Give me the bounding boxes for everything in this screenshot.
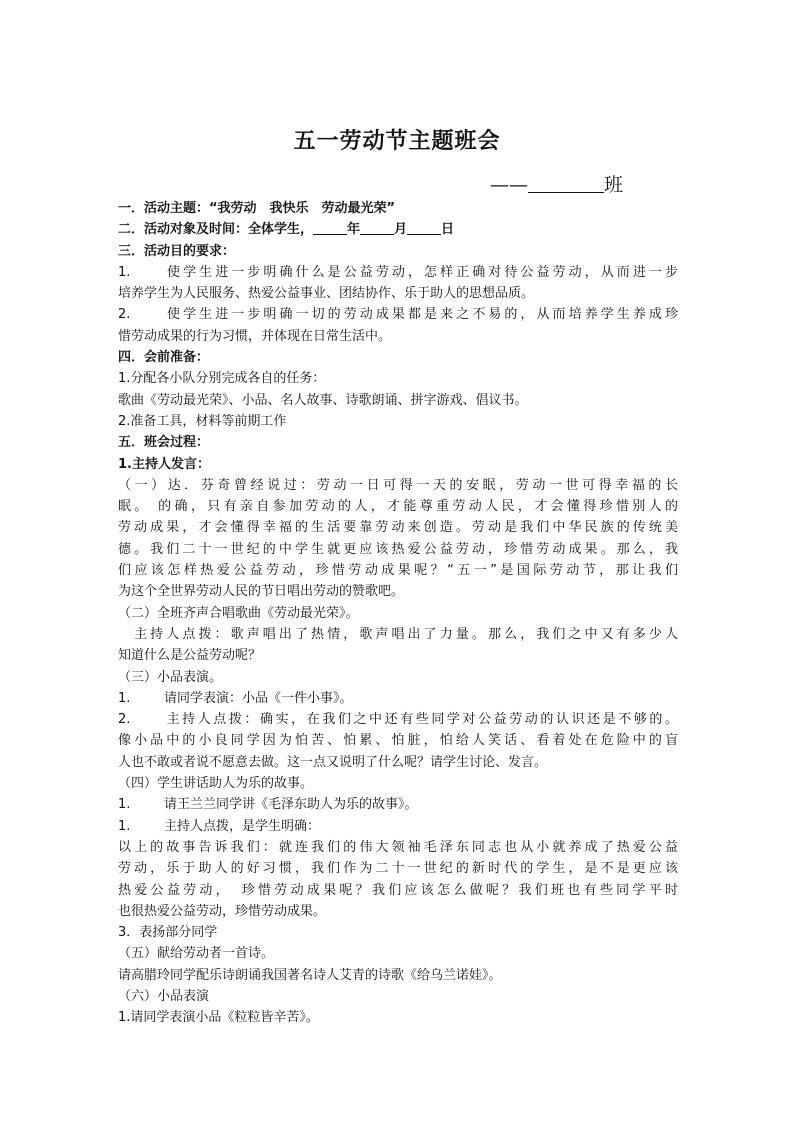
audience-text: 二．活动对象及时间：全体学生， — [118, 222, 314, 238]
speech-line-5: 们应该怎样热爱公益劳动，珍惜劳动成果呢？“五一”是国际劳动节，那让我们 — [118, 563, 678, 579]
section-audience — [118, 219, 678, 240]
prep-2: 2.准备工具，材料等前期工作 — [118, 413, 287, 429]
goal-2-line-2: 惜劳动成果的行为习惯，并体现在日常生活中。 — [118, 328, 392, 344]
goal-2-text: 使学生进一步明确一切的劳动成果都是来之不易的，从而培养学生养成珍 — [164, 307, 678, 323]
skit-item-1 — [118, 688, 678, 709]
story-item-2 — [118, 816, 678, 837]
poem-heading: （五）献给劳动者一首诗。 — [118, 946, 275, 962]
host-comment-1-line-2: 知道什么是公益劳动呢？ — [118, 648, 262, 664]
skit-item-2-line-2: 像小品中的小良同学因为怕苦、怕累、怕脏，怕给人笑话、看着处在危险中的盲 — [118, 733, 678, 749]
year-blank — [313, 220, 347, 235]
section-goals: 三．活动目的要求： — [118, 243, 236, 259]
story-item-1-number: 1. — [118, 797, 131, 813]
class-line — [490, 170, 623, 197]
year-label: 年 — [347, 222, 361, 238]
skit-item-2-line-1 — [118, 709, 678, 730]
praise-heading: 3．表扬部分同学 — [118, 925, 218, 941]
goal-1-line-1 — [118, 262, 678, 283]
skit-item-2-line-3: 人也不敢或者说不愿意去做。这一点又说明了什么呢？请学生讨论、发言。 — [118, 754, 548, 770]
story-item-2-text: 主持人点拨，是学生明确： — [164, 818, 321, 834]
month-blank — [360, 220, 394, 235]
document-body — [118, 198, 678, 1029]
skit2-heading: （六）小品表演 — [118, 988, 210, 1004]
skit-item-1-number: 1. — [118, 690, 131, 706]
story-item-1 — [118, 794, 678, 815]
skit2-item-1: 1.请同学表演小品《粒粒皆辛苦》。 — [118, 1010, 319, 1026]
poem-item: 请高腊玲同学配乐诗朗诵我国著名诗人艾青的诗歌《给乌兰诺娃》。 — [118, 967, 502, 983]
skit-item-2-text: 主持人点拨：确实，在我们之中还有些同学对公益劳动的认识还是不够的。 — [164, 712, 678, 728]
section-prep: 四．会前准备： — [118, 350, 210, 366]
speech-line-6: 为这个全世界劳动人民的节日唱出劳动的赞歌吧。 — [118, 584, 405, 600]
speech-line-1: （一）达．芬奇曾经说过：劳动一日可得一天的安眠，劳动一世可得幸福的长 — [118, 477, 678, 493]
sing-item: （二）全班齐声合唱歌曲《劳动最光荣》。 — [118, 605, 359, 621]
class-suffix: 班 — [604, 174, 624, 196]
skit-item-1-text: 请同学表演：小品《一件小事》。 — [164, 690, 353, 706]
goal-1-text: 使学生进一步明确什么是公益劳动，怎样正确对待公益劳动，从而进一步 — [164, 264, 678, 280]
goal-2-line-1 — [118, 304, 678, 325]
story-para-line-3: 热爱公益劳动， 珍惜劳动成果呢？我们应该怎么做呢？我们班也有些同学平时 — [118, 882, 678, 898]
story-para-line-2: 劳动，乐于助人的好习惯，我们作为二十一世纪的新时代的学生，是不是更应该 — [118, 861, 678, 877]
class-blank — [528, 174, 604, 193]
skit-item-2-number: 2. — [118, 712, 131, 728]
story-para-line-4: 也很热爱公益劳动，珍惜劳动成果。 — [118, 903, 327, 919]
host-speech-heading: 1.主持人发言： — [118, 456, 210, 472]
class-dash: —— — [490, 174, 528, 196]
story-item-1-text: 请王兰兰同学讲《毛泽东助人为乐的故事》。 — [164, 797, 418, 813]
month-label: 月 — [394, 222, 408, 238]
section-process: 五．班会过程： — [118, 435, 210, 451]
speech-line-2: 眠。 的确，只有亲自参加劳动的人，才能尊重劳动人民，才会懂得珍惜别人的 — [118, 499, 678, 515]
goal-1-line-2: 培养学生为人民服务、热爱公益事业、团结协作、乐于助人的思想品质。 — [118, 286, 535, 302]
page-title: 五一劳动节主题班会 — [293, 128, 501, 154]
story-para-line-1: 以上的故事告诉我们：就连我们的伟大领袖毛泽东同志也从小就养成了热爱公益 — [118, 839, 678, 855]
day-label: 日 — [441, 222, 455, 238]
story-heading: （四）学生讲话助人为乐的故事。 — [118, 776, 314, 792]
day-blank — [407, 220, 441, 235]
speech-line-3: 劳动成果，才会懂得幸福的生活要靠劳动来创造。劳动是我们中华民族的传统美 — [118, 520, 678, 536]
goal-1-number: 1. — [118, 264, 131, 280]
story-item-2-number: 1. — [118, 818, 131, 834]
host-comment-1-line-1: 主持人点拨：歌声唱出了热情，歌声唱出了力量。那么，我们之中又有多少人 — [118, 626, 678, 642]
prep-items: 歌曲《劳动最光荣》、小品、名人故事、诗歌朗诵、拼字游戏、倡议书。 — [118, 392, 528, 408]
section-theme: 一．活动主题：“我劳动 我快乐 劳动最光荣” — [118, 201, 396, 216]
speech-line-4: 德。我们二十一世纪的中学生就更应该热爱公益劳动，珍惜劳动成果。那么，我 — [118, 541, 678, 557]
skit-heading: （三）小品表演。 — [118, 669, 223, 685]
prep-1: 1.分配各小队分别完成各自的任务： — [118, 371, 326, 387]
goal-2-number: 2. — [118, 307, 131, 323]
